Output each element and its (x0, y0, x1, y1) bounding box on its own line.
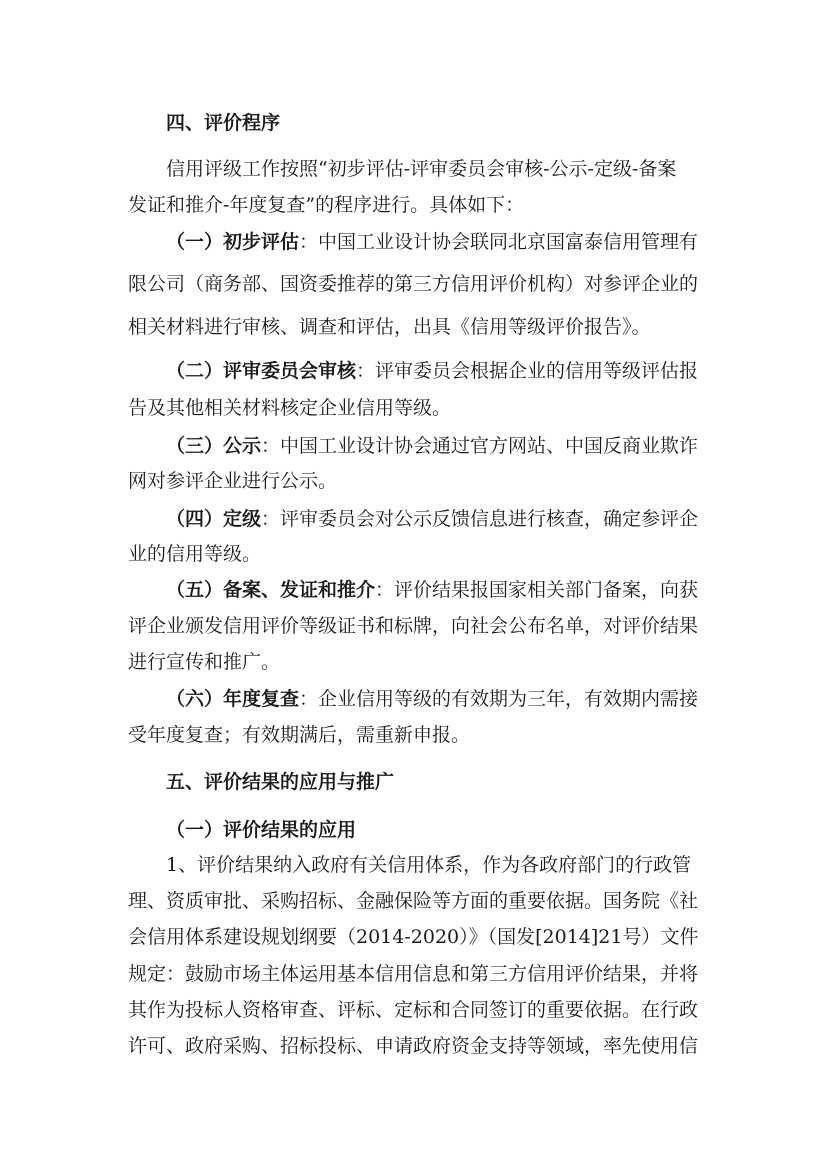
procedure-item-6-text: ：企业信用等级的有效期为三年，有效期内需接 (299, 688, 699, 710)
paragraph-line: 发证和推介-年度复查”的程序进行。具体如下： (128, 194, 525, 216)
procedure-item-1-label: （一）初步评估 (166, 231, 300, 253)
procedure-item-5 (166, 578, 700, 602)
procedure-item-4-label: （四）定级 (166, 508, 262, 530)
procedure-item-2-label: （二）评审委员会审核 (166, 360, 357, 382)
paragraph-line: 会信用体系建设规划纲要（2014-2020）》（国发[2014]21号）文件 (128, 926, 699, 948)
paragraph-line: 评企业颁发信用评价等级证书和标牌，向社会公布名单，对评价结果 (128, 615, 699, 637)
paragraph-line: 其作为投标人资格审查、评标、定标和合同签订的重要依据。在行政 (128, 999, 699, 1021)
paragraph-line: 网对参评企业进行公示。 (128, 470, 338, 492)
procedure-item-4-text: ：评审委员会对公示反馈信息进行核查，确定参评企 (261, 508, 699, 530)
procedure-item-5-text: ：评价结果报国家相关部门备案，向获 (375, 579, 699, 601)
procedure-item-3-text: ：中国工业设计协会通过官方网站、中国反商业欺诈 (261, 435, 699, 457)
procedure-item-3-label: （三）公示 (166, 435, 262, 457)
procedure-item-6 (166, 687, 700, 711)
procedure-item-2-text: ：评审委员会根据企业的信用等级评估报 (356, 360, 699, 382)
paragraph-line: 相关材料进行审核、调查和评估，出具《信用等级评价报告》。 (128, 316, 651, 338)
subsection-heading-results-use: （一）评价结果的应用 (166, 819, 357, 841)
paragraph-line: 许可、政府采购、招标投标、申请政府资金支持等领域，率先使用信 (128, 1035, 699, 1057)
procedure-item-2 (166, 359, 700, 383)
paragraph-line: 理、资质审批、采购招标、金融保险等方面的重要依据。国务院《社 (128, 890, 699, 912)
procedure-item-4 (166, 507, 700, 531)
procedure-item-5-label: （五）备案、发证和推介 (166, 579, 376, 601)
section-heading-evaluation-procedure: 四、评价程序 (166, 112, 281, 134)
procedure-item-1-text: ：中国工业设计协会联同北京国富泰信用管理有 (299, 231, 699, 253)
paragraph-line: 1、评价结果纳入政府有关信用体系，作为各政府部门的行政管 (166, 854, 692, 876)
procedure-item-3 (166, 434, 700, 458)
procedure-item-6-label: （六）年度复查 (166, 688, 300, 710)
paragraph-line: 业的信用等级。 (128, 543, 262, 565)
paragraph-line: 规定：鼓励市场主体运用基本信用信息和第三方信用评价结果，并将 (128, 963, 699, 985)
paragraph-line: 受年度复查；有效期满后，需重新申报。 (128, 724, 471, 746)
paragraph-line: 进行宣传和推广。 (128, 651, 281, 673)
paragraph-line: 限公司（商务部、国资委推荐的第三方信用评价机构）对参评企业的 (128, 273, 699, 295)
section-heading-results-application: 五、评价结果的应用与推广 (166, 771, 395, 793)
procedure-item-1 (166, 230, 700, 254)
paragraph-line: 告及其他相关材料核定企业信用等级。 (128, 397, 452, 419)
paragraph-line: 信用评级工作按照“初步评估-评审委员会审核-公示-定级-备案 (166, 158, 677, 180)
